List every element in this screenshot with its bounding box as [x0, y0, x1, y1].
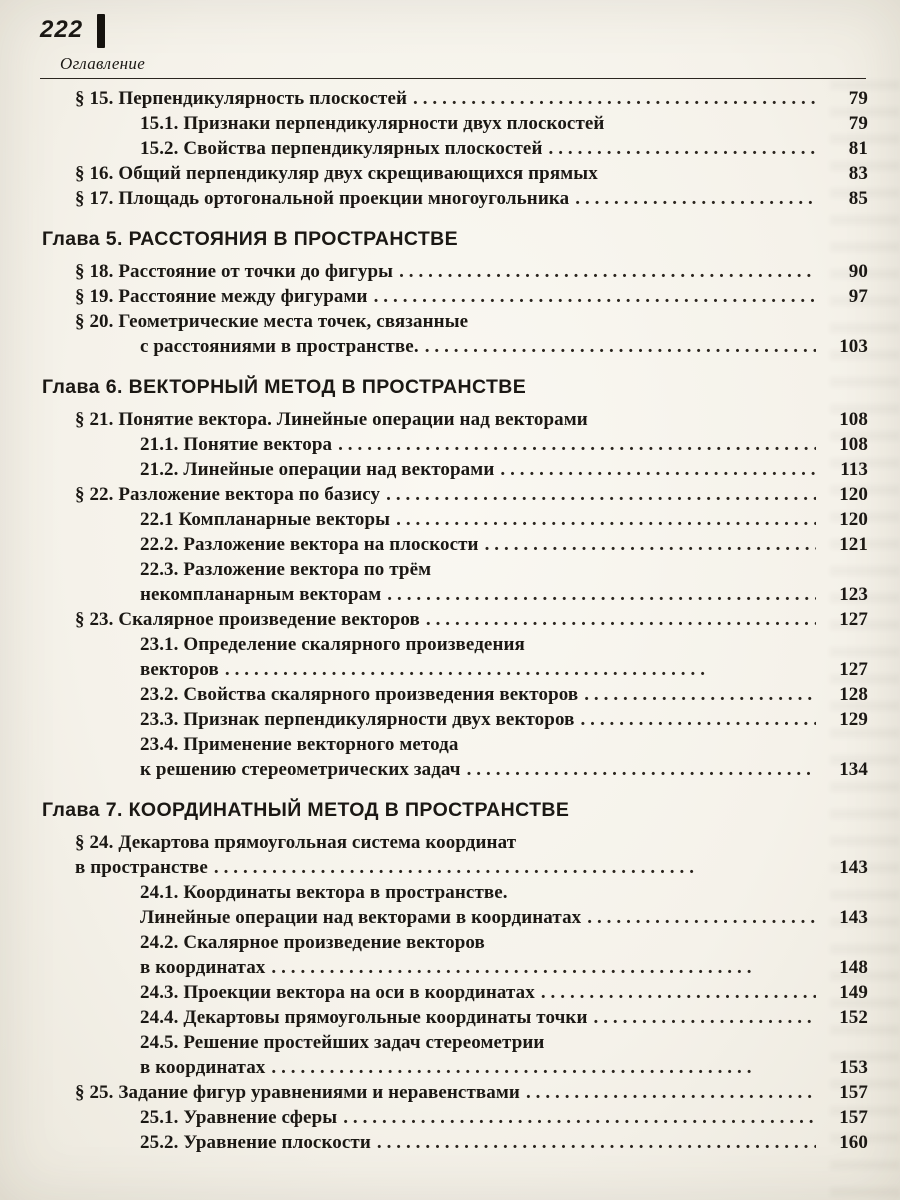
toc-entry-text: 24.5. Решение простейших задач стереометрии [140, 1032, 545, 1053]
toc-line [42, 407, 868, 432]
toc-page-number: 157 [839, 1107, 868, 1128]
toc-list [42, 86, 868, 1155]
toc-entry-text: 21.1. Понятие вектора [140, 434, 333, 455]
toc-entry-text: 25.2. Уравнение плоскости [140, 1132, 371, 1153]
toc-entry-text: 23.2. Свойства скалярного произведения векторов [140, 684, 579, 705]
toc-page-number: 153 [839, 1057, 868, 1078]
toc-page-number: 108 [839, 409, 868, 430]
toc-line [42, 980, 868, 1005]
toc-dot-leader [549, 136, 817, 161]
toc-entry-text: 24.2. Скалярное произведение векторов [140, 932, 485, 953]
toc-dot-leader [485, 532, 816, 557]
toc-line [42, 955, 868, 980]
toc-page-number: 79 [848, 88, 868, 109]
toc-dot-leader [399, 259, 816, 284]
toc-line [42, 632, 868, 657]
toc-entry-text: § 24. Декартова прямоугольная система координат [75, 832, 517, 853]
toc-entry-text: § 25. Задание фигур уравнениями и неравенствами [75, 1082, 520, 1103]
toc-entry-text: § 16. Общий перпендикуляр двух скрещивающихся прямых [75, 163, 598, 184]
toc-entry-text: § 22. Разложение вектора по базису [75, 484, 381, 505]
chapter-title-text: Глава 5. РАССТОЯНИЯ В ПРОСТРАНСТВЕ [42, 228, 459, 250]
toc-entry-text: 23.4. Применение векторного метода [140, 734, 459, 755]
toc-entry-text: § 18. Расстояние от точки до фигуры [75, 261, 394, 282]
toc-line [42, 557, 868, 582]
toc-entry-text: 23.1. Определение скалярного произведения [140, 634, 525, 655]
toc-entry-text: 24.1. Координаты вектора в пространстве. [140, 882, 508, 903]
toc-page-number: 85 [848, 188, 868, 209]
toc-line [42, 682, 868, 707]
toc-entry-text: § 15. Перпендикулярность плоскостей [75, 88, 408, 109]
toc-dot-leader [214, 855, 816, 880]
toc-dot-leader [500, 457, 816, 482]
toc-page-number: 127 [839, 659, 868, 680]
toc-dot-leader [343, 1105, 816, 1130]
toc-entry-text: 21.2. Линейные операции над векторами [140, 459, 495, 480]
toc-entry-text: 22.2. Разложение вектора на плоскости [140, 534, 479, 555]
toc-line [42, 532, 868, 557]
toc-dot-leader [271, 1055, 816, 1080]
toc-entry-text: в координатах [140, 957, 266, 978]
toc-entry-text: § 17. Площадь ортогональной проекции многоугольника [75, 188, 570, 209]
toc-line [42, 1105, 868, 1130]
toc-page-number: 79 [848, 113, 868, 134]
toc-dot-leader [425, 334, 816, 359]
toc-line [42, 86, 868, 111]
toc-entry-text: § 23. Скалярное произведение векторов [75, 609, 420, 630]
toc-line [42, 334, 868, 359]
toc-line [42, 136, 868, 161]
toc-dot-leader [225, 657, 816, 682]
toc-dot-leader [271, 955, 816, 980]
toc-page-number: 143 [839, 857, 868, 878]
toc-dot-leader [580, 707, 816, 732]
toc-dot-leader [338, 432, 816, 457]
toc-dot-leader [374, 284, 816, 309]
toc-page-number: 103 [839, 336, 868, 357]
toc-entry-text: 15.2. Свойства перпендикулярных плоскостей [140, 138, 543, 159]
toc-entry-text: § 21. Понятие вектора. Линейные операции над векторами [75, 409, 588, 430]
toc-page-number: 120 [839, 509, 868, 530]
toc-line [42, 186, 868, 211]
toc-dot-leader [386, 482, 816, 507]
page-number: 222 [40, 16, 84, 43]
toc-line [42, 457, 868, 482]
toc-entry-text: 24.3. Проекции вектора на оси в координатах [140, 982, 535, 1003]
chapter-heading [42, 798, 868, 823]
toc-line [42, 582, 868, 607]
toc-line [42, 1030, 868, 1055]
toc-page-number: 157 [839, 1082, 868, 1103]
toc-page-number: 83 [848, 163, 868, 184]
toc-page-number: 152 [839, 1007, 868, 1028]
toc-line [42, 830, 868, 855]
toc-line [42, 1005, 868, 1030]
toc-line [42, 880, 868, 905]
toc-dot-leader [575, 186, 816, 211]
running-title: Оглавление [60, 54, 146, 73]
chapter-title-text: Глава 7. КООРДИНАТНЫЙ МЕТОД В ПРОСТРАНСТВЕ [42, 799, 570, 821]
header-bar-ornament [97, 14, 105, 48]
toc-line [42, 657, 868, 682]
toc-page-number: 121 [839, 534, 868, 555]
toc-entry-text: 23.3. Признак перпендикулярности двух векторов [140, 709, 575, 730]
toc-entry-text: некомпланарным векторам [140, 584, 382, 605]
toc-line [42, 732, 868, 757]
chapter-title-text: Глава 6. ВЕКТОРНЫЙ МЕТОД В ПРОСТРАНСТВЕ [42, 376, 527, 398]
toc-line [42, 707, 868, 732]
toc-line [42, 111, 868, 136]
toc-entry-text: 15.1. Признаки перпендикулярности двух плоскостей [140, 113, 605, 134]
toc-line [42, 607, 868, 632]
toc-entry-text: § 19. Расстояние между фигурами [75, 286, 368, 307]
toc-dot-leader [584, 682, 816, 707]
toc-entry-text: 22.3. Разложение вектора по трём [140, 559, 432, 580]
toc-entry-text: в координатах [140, 1057, 266, 1078]
toc-dot-leader [541, 980, 816, 1005]
toc-line [42, 161, 868, 186]
toc-page-number: 97 [848, 286, 868, 307]
toc-entry-text: с расстояниями в пространстве. [140, 336, 419, 357]
toc-page-number: 90 [848, 261, 868, 282]
toc-line [42, 1130, 868, 1155]
toc-entry-text: векторов [140, 659, 219, 680]
toc-dot-leader [594, 1005, 817, 1030]
toc-dot-leader [396, 507, 816, 532]
toc-dot-leader [377, 1130, 816, 1155]
toc-line [42, 930, 868, 955]
toc-line [42, 507, 868, 532]
toc-page-number: 134 [839, 759, 868, 780]
toc-page-number: 128 [839, 684, 868, 705]
toc-page-number: 81 [848, 138, 868, 159]
toc-line [42, 482, 868, 507]
page-header [40, 14, 866, 79]
toc-entry-text: в пространстве [75, 857, 208, 878]
toc-page-number: 120 [839, 484, 868, 505]
toc-entry-text: к решению стереометрических задач [140, 759, 461, 780]
toc-entry-text: § 20. Геометрические места точек, связанные [75, 311, 469, 332]
toc-dot-leader [526, 1080, 816, 1105]
toc-dot-leader [387, 582, 816, 607]
toc-page-number: 127 [839, 609, 868, 630]
toc-page-number: 160 [839, 1132, 868, 1153]
toc-entry-text: 25.1. Уравнение сферы [140, 1107, 338, 1128]
toc-entry-text: 22.1 Компланарные векторы [140, 509, 391, 530]
toc-line [42, 284, 868, 309]
toc-dot-leader [587, 905, 816, 930]
toc-line [42, 1080, 868, 1105]
toc-line [42, 432, 868, 457]
toc-line [42, 259, 868, 284]
toc-line [42, 1055, 868, 1080]
chapter-heading [42, 227, 868, 252]
toc-page-number: 143 [839, 907, 868, 928]
toc-line [42, 757, 868, 782]
toc-line [42, 855, 868, 880]
toc-page-number: 148 [839, 957, 868, 978]
header-rule [40, 78, 866, 79]
toc-dot-leader [426, 607, 816, 632]
toc-page-number: 123 [839, 584, 868, 605]
toc-line [42, 309, 868, 334]
toc-entry-text: 24.4. Декартовы прямоугольные координаты точки [140, 1007, 588, 1028]
toc-entry-text: Линейные операции над векторами в координатах [140, 907, 582, 928]
toc-page-number: 108 [839, 434, 868, 455]
toc-dot-leader [467, 757, 816, 782]
toc-page-number: 113 [840, 459, 868, 480]
chapter-heading [42, 375, 868, 400]
toc-page-number: 149 [839, 982, 868, 1003]
toc-line [42, 905, 868, 930]
toc-dot-leader [413, 86, 816, 111]
toc-page-number: 129 [839, 709, 868, 730]
